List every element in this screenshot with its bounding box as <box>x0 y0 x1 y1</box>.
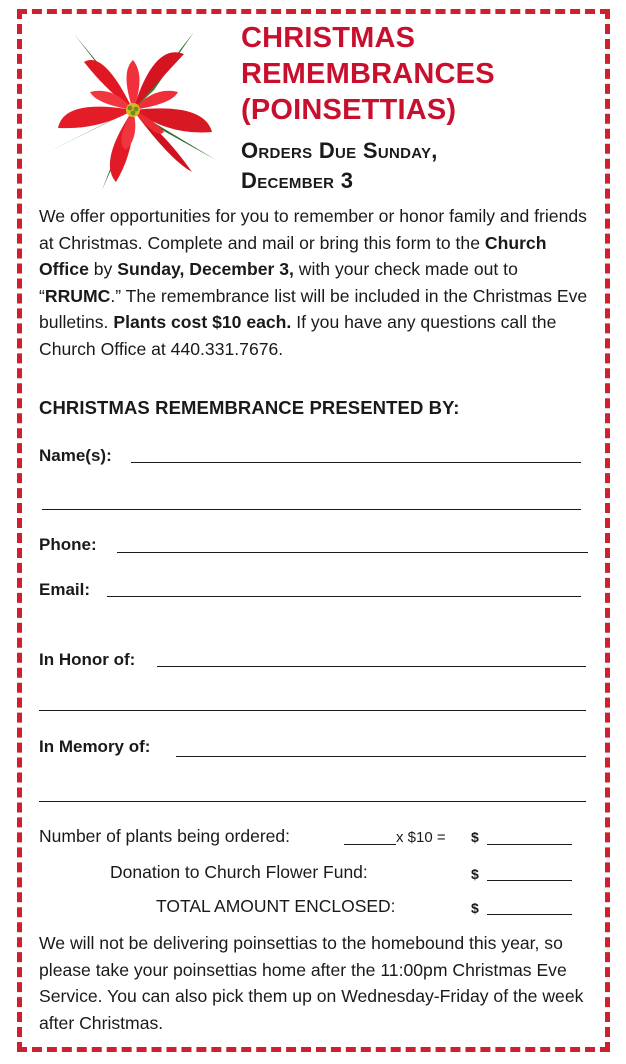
heading-block <box>241 20 611 196</box>
title-line: REMEMBRANCES <box>241 58 495 90</box>
cost-text: Plants cost $10 each. <box>113 312 292 332</box>
intro-text: with your check made out to “ <box>39 259 518 306</box>
name-field[interactable] <box>131 462 581 463</box>
currency-symbol: $ <box>471 829 479 845</box>
email-label: Email: <box>39 580 91 599</box>
intro-text: We offer opportunities for you to remember or honor family and friends at Christmas. Complete and mail or bring this form to the <box>39 206 587 253</box>
intro-paragraph <box>39 203 599 362</box>
poinsettia-image <box>44 32 222 194</box>
name-field-line-2[interactable] <box>42 509 581 510</box>
donation-amount-field[interactable] <box>487 880 572 881</box>
memory-label: In Memory of: <box>39 737 151 756</box>
plants-label: Number of plants being ordered: <box>39 826 290 846</box>
memory-field-line-2[interactable] <box>39 801 586 802</box>
donation-label: Donation to Church Flower Fund: <box>110 862 368 882</box>
due-line: Orders Due Sunday, <box>241 138 438 163</box>
page-title <box>241 20 611 128</box>
office-text: Church Office <box>39 232 547 279</box>
honor-label: In Honor of: <box>39 650 136 669</box>
currency-symbol: $ <box>471 866 479 882</box>
intro-text: If you have any questions call the Church Office at 440.331.7676. <box>39 312 557 359</box>
name-label: Name(s): <box>39 446 112 465</box>
intro-text: by <box>88 259 118 279</box>
due-date <box>241 136 611 196</box>
phone-label: Phone: <box>39 535 97 554</box>
currency-symbol: $ <box>471 900 479 916</box>
plants-amount-field[interactable] <box>487 844 572 845</box>
payee-text: RRUMC <box>44 285 111 306</box>
honor-field-line-2[interactable] <box>39 710 586 711</box>
total-label: TOTAL AMOUNT ENCLOSED: <box>156 896 396 916</box>
section-title: CHRISTMAS REMEMBRANCE PRESENTED BY: <box>39 397 460 418</box>
honor-field[interactable] <box>157 666 586 667</box>
title-line: (POINSETTIAS) <box>241 94 457 126</box>
closing-paragraph: We will not be delivering poinsettias to the homebound this year, so please take your poinsettias home after the 11:00pm Christmas Eve Service. You can also pick them up on Wednesday-Friday of the week after Christmas. <box>39 933 584 1033</box>
memory-field[interactable] <box>176 756 586 757</box>
price-text: x $10 = <box>396 829 446 846</box>
title-line: CHRISTMAS <box>241 22 416 54</box>
email-field[interactable] <box>107 596 581 597</box>
total-amount-field[interactable] <box>487 914 572 915</box>
phone-field[interactable] <box>117 552 588 553</box>
deadline-text: Sunday, December 3, <box>117 259 294 279</box>
intro-text: .” The remembrance list will be included in the Christmas Eve bulletins. <box>39 285 588 332</box>
plants-quantity-field[interactable] <box>344 844 396 845</box>
due-line: December 3 <box>241 168 354 193</box>
